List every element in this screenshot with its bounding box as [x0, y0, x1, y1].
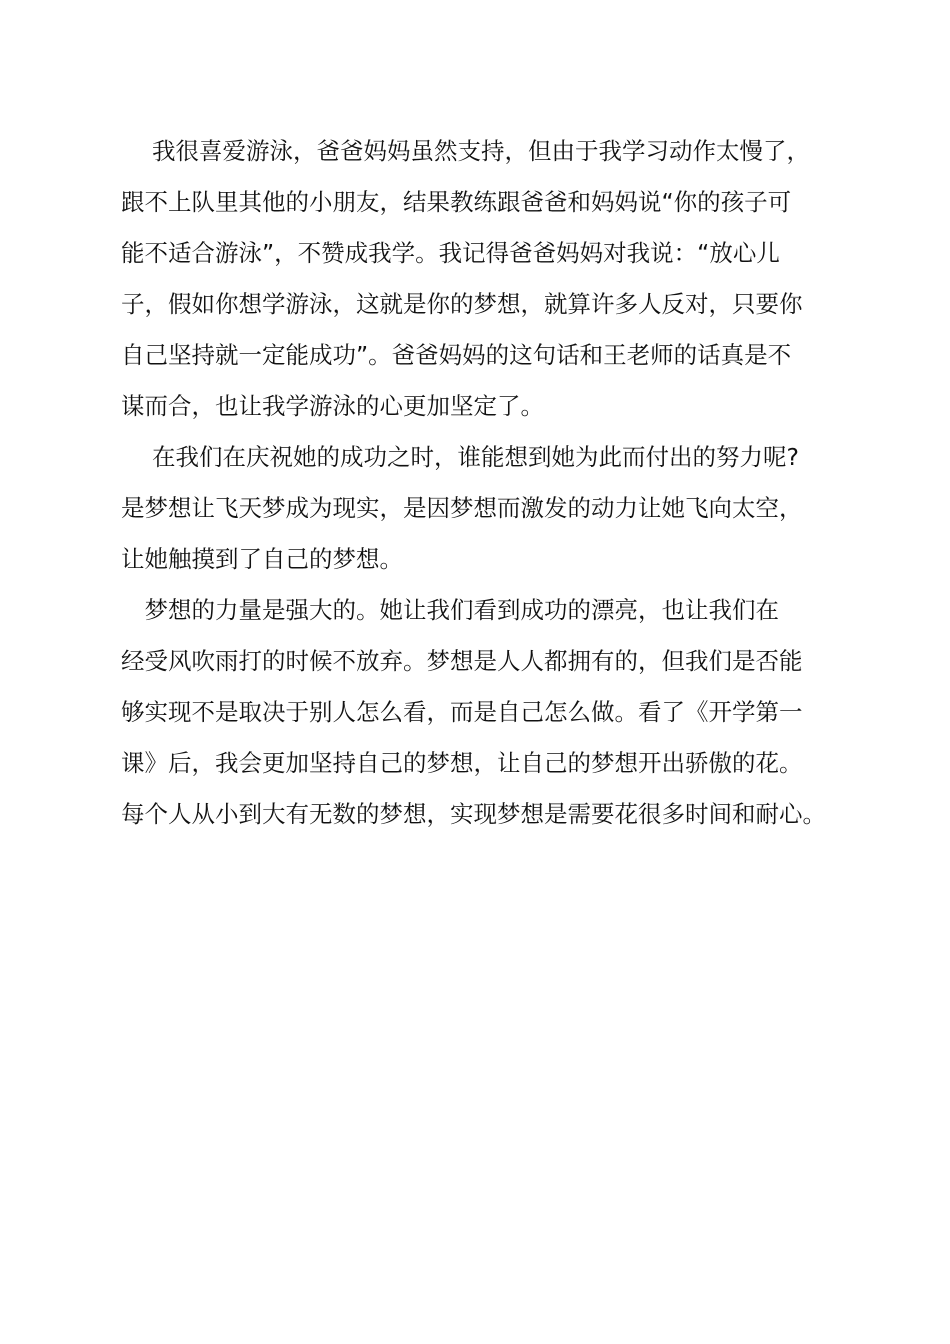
text-line: 子，假如你想学游泳，这就是你的梦想，就算许多人反对，只要你 [121, 290, 803, 318]
text-line: 课》后，我会更加坚持自己的梦想，让自己的梦想开出骄傲的花。 [121, 749, 803, 777]
text-line: 是梦想让飞天梦成为现实，是因梦想而激发的动力让她飞向太空， [121, 494, 803, 522]
text-line: 梦想的力量是强大的。她让我们看到成功的漂亮，也让我们在 [121, 596, 779, 624]
text-line: 在我们在庆祝她的成功之时，谁能想到她为此而付出的努力呢? [121, 443, 799, 471]
text-line: 经受风吹雨打的时候不放弃。梦想是人人都拥有的，但我们是否能 [121, 647, 803, 675]
text-line: 够实现不是取决于别人怎么看，而是自己怎么做。看了《开学第一 [121, 698, 803, 726]
text-line: 谋而合，也让我学游泳的心更加坚定了。 [121, 392, 544, 420]
essay-body [121, 126, 841, 840]
text-line: 每个人从小到大有无数的梦想，实现梦想是需要花很多时间和耐心。 [121, 800, 826, 828]
text-line: 跟不上队里其他的小朋友，结果教练跟爸爸和妈妈说“你的孩子可 [121, 188, 792, 216]
text-line: 让她触摸到了自己的梦想。 [121, 545, 403, 573]
text-line: 自己坚持就一定能成功”。爸爸妈妈的这句话和王老师的话真是不 [121, 341, 792, 369]
text-line: 我很喜爱游泳，爸爸妈妈虽然支持，但由于我学习动作太慢了， [121, 137, 810, 165]
text-line: 能不适合游泳”，不赞成我学。我记得爸爸妈妈对我说：“放心儿 [121, 239, 780, 267]
